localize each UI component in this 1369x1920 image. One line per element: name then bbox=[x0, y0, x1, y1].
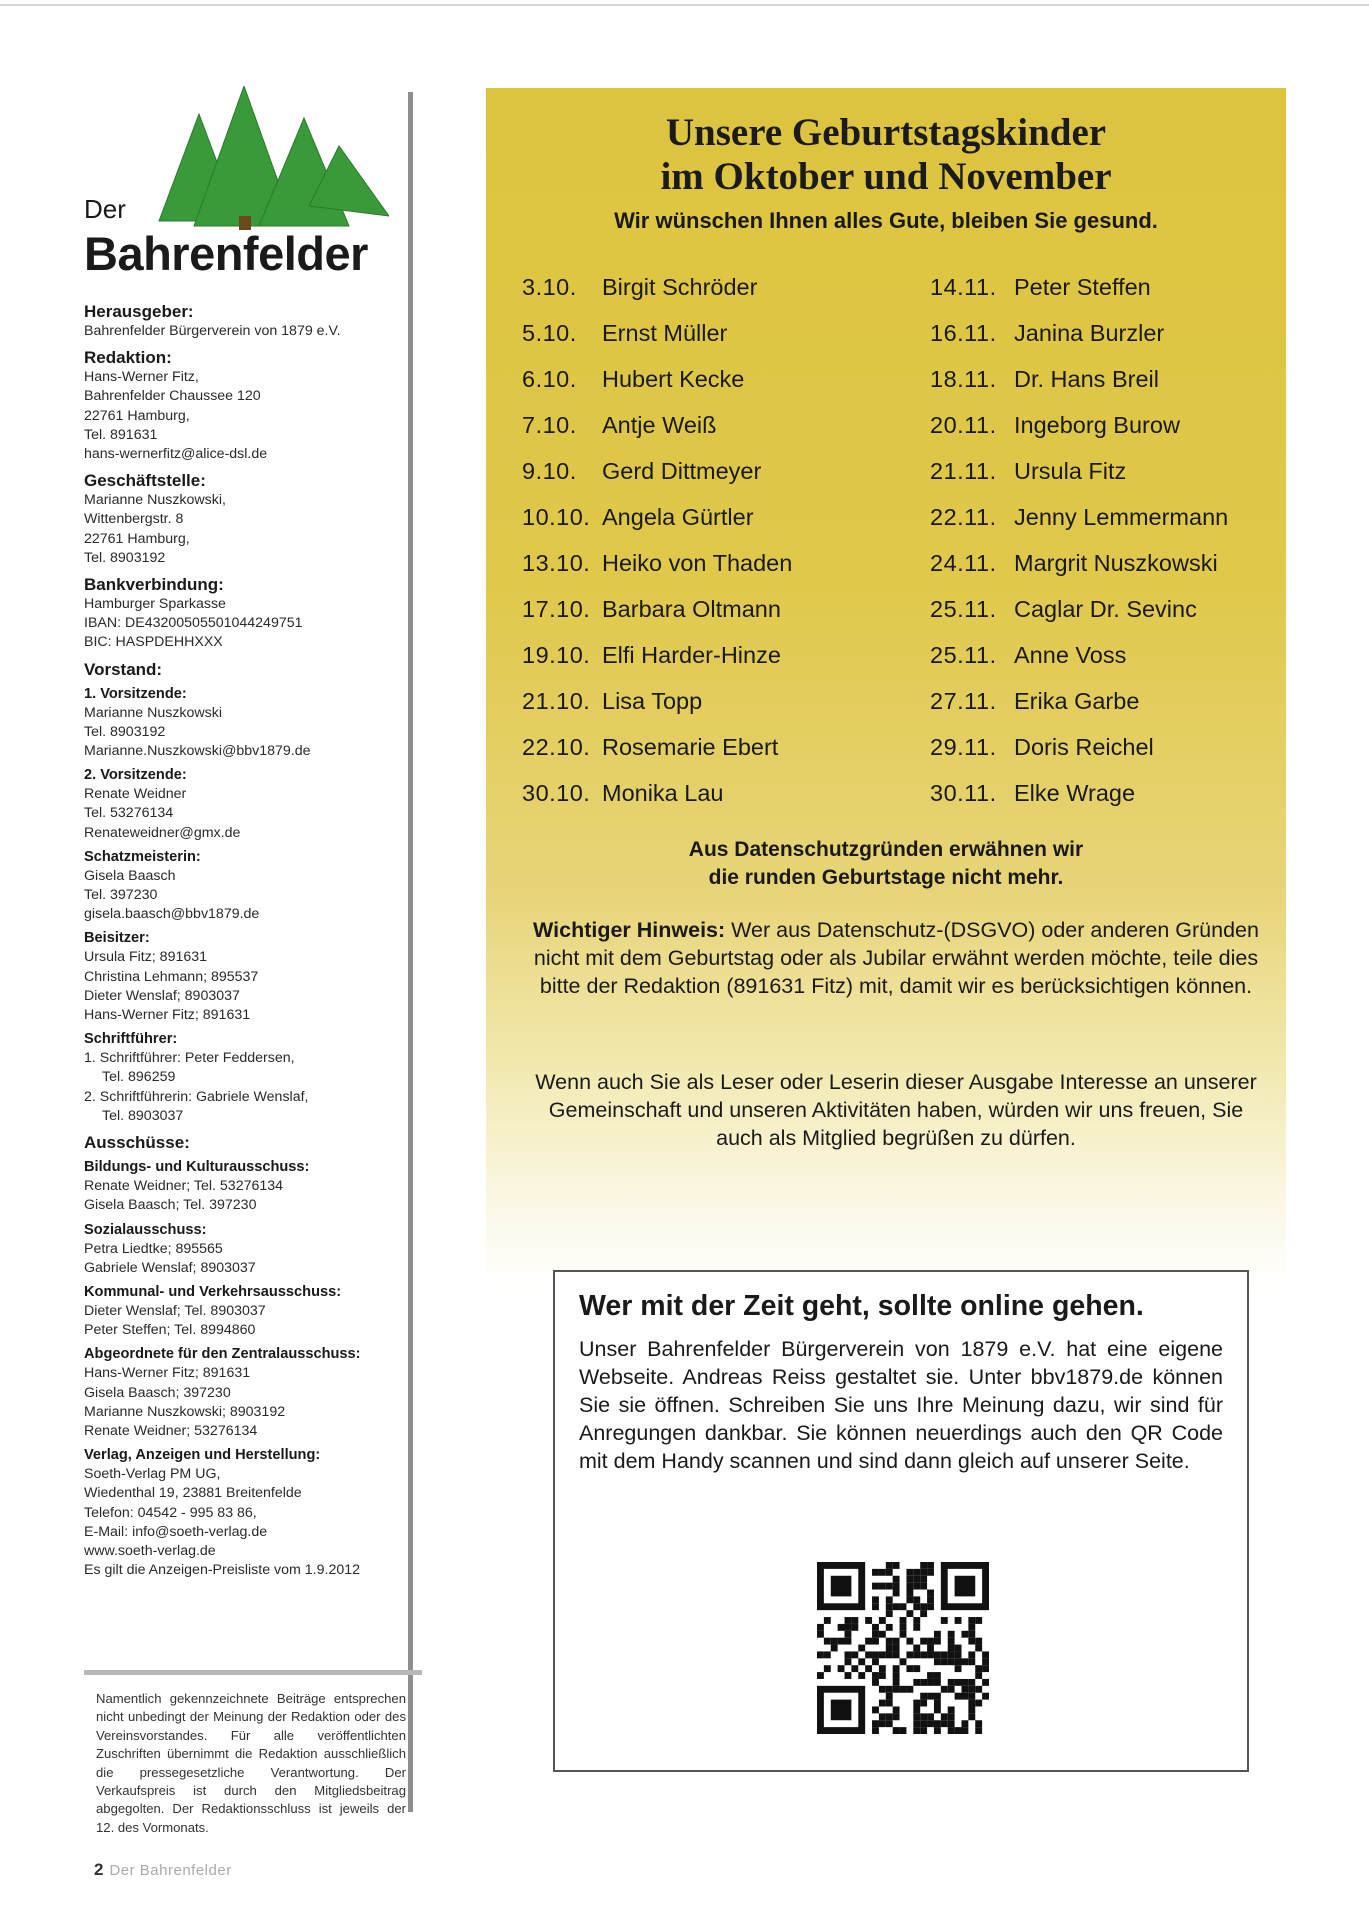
birthday-name: Hubert Kecke bbox=[602, 365, 745, 392]
vorstand-heading: Schriftführer: bbox=[84, 1031, 178, 1048]
birthday-name: Elke Wrage bbox=[1014, 779, 1136, 806]
committee-line: Gisela Baasch; Tel. 397230 bbox=[84, 1197, 257, 1214]
impressum-line: 22761 Hamburg, bbox=[84, 530, 190, 547]
online-text: Unser Bahrenfelder Bürgerverein von 1879 e.V. hat eine eigene Webseite. Andreas Reiss gestaltet sie. Unter bbv1879.de können Sie sie öffnen. Schreiben Sie uns Ihre Meinung dazu, wir sind für Anregungen dankbar. Sie können neuerdings auch den QR Code mit dem Handy scannen und sind dann gleich auf unserer Seite. bbox=[579, 1337, 1223, 1473]
committee-line: Dieter Wenslaf; Tel. 8903037 bbox=[84, 1302, 266, 1319]
birthday-name: Antje Weiß bbox=[602, 411, 717, 438]
privacy-line1: Aus Datenschutzgründen erwähnen wir bbox=[688, 838, 1084, 861]
birthday-name: Birgit Schröder bbox=[602, 273, 758, 300]
impressum-heading: Geschäftstelle: bbox=[84, 471, 206, 491]
privacy-line2: die runden Geburtstage nicht mehr. bbox=[708, 866, 1064, 889]
birthday-row bbox=[522, 770, 792, 816]
vorstand-heading: Beisitzer: bbox=[84, 930, 150, 947]
birthday-name: Caglar Dr. Sevinc bbox=[1014, 595, 1197, 622]
birthday-row bbox=[930, 494, 1228, 540]
committee-heading: Verlag, Anzeigen und Herstellung: bbox=[84, 1447, 321, 1464]
committee-line: Renate Weidner; Tel. 53276134 bbox=[84, 1178, 284, 1195]
hint-text: Wer aus Datenschutz-(DSGVO) oder anderen Gründen nicht mit dem Geburtstag oder als Jubilar erwähnt werden möchte, teile dies bitte der Redaktion (891631 Fitz) mit, damit wir es berücksichtigen können. bbox=[533, 918, 1259, 998]
impressum-line: Hamburger Sparkasse bbox=[84, 596, 226, 613]
vorstand-line: Dieter Wenslaf; 8903037 bbox=[84, 987, 240, 1004]
vorstand-line: 2. Schriftführerin: Gabriele Wenslaf, bbox=[84, 1088, 309, 1105]
vorstand-heading: 1. Vorsitzende: bbox=[84, 685, 187, 702]
birthday-row bbox=[930, 402, 1228, 448]
committee-line: E-Mail: info@soeth-verlag.de bbox=[84, 1523, 268, 1540]
logo bbox=[84, 86, 404, 286]
birthday-name: Lisa Topp bbox=[602, 687, 703, 714]
top-border-line bbox=[0, 4, 1369, 6]
disclaimer-divider bbox=[84, 1670, 422, 1675]
masthead-title: Bahrenfelder bbox=[84, 227, 368, 280]
birthday-row bbox=[930, 632, 1228, 678]
impressum-heading: Bankverbindung: bbox=[84, 575, 224, 595]
impressum-heading: Herausgeber: bbox=[84, 302, 194, 321]
birthday-row bbox=[930, 678, 1228, 724]
birthday-row bbox=[522, 264, 792, 310]
birthday-wish: Wir wünschen Ihnen alles Gute, bleiben Sie gesund. bbox=[614, 208, 1158, 233]
birthday-name: Angela Gürtler bbox=[602, 503, 754, 530]
committee-line: www.soeth-verlag.de bbox=[84, 1542, 216, 1559]
membership-invite: Wenn auch Sie als Leser oder Leserin dieser Ausgabe Interesse an unserer Gemeinschaft und unseren Aktivitäten haben, würden wir uns freuen, Sie auch als Mitglied begrüßen zu dürfen. bbox=[535, 1070, 1257, 1150]
birthday-date: 16.11. bbox=[930, 319, 997, 346]
birthday-row bbox=[522, 310, 792, 356]
vorstand-line: Hans-Werner Fitz; 891631 bbox=[84, 1007, 251, 1024]
birthday-date: 27.11. bbox=[930, 687, 997, 714]
birthday-name: Gerd Dittmeyer bbox=[602, 457, 762, 484]
birthday-date: 6.10. bbox=[522, 365, 577, 392]
impressum-line: Tel. 891631 bbox=[84, 426, 158, 443]
vorstand-line: gisela.baasch@bbv1879.de bbox=[84, 906, 260, 923]
important-hint bbox=[526, 916, 1266, 1000]
birthday-name: Janina Burzler bbox=[1014, 319, 1165, 346]
committee-line: Es gilt die Anzeigen-Preisliste vom 1.9.2012 bbox=[84, 1562, 361, 1579]
impressum-heading: Redaktion: bbox=[84, 348, 172, 368]
committee-line: Wiedenthal 19, 23881 Breitenfelde bbox=[84, 1485, 302, 1502]
birthday-date: 3.10. bbox=[522, 273, 577, 300]
birthday-row bbox=[930, 770, 1228, 816]
impressum-line: Bahrenfelder Chaussee 120 bbox=[84, 388, 261, 405]
committee-heading: Bildungs- und Kulturausschuss: bbox=[84, 1159, 310, 1176]
birthday-date: 5.10. bbox=[522, 319, 577, 346]
trees-icon bbox=[139, 86, 389, 236]
committee-line: Gabriele Wenslaf; 8903037 bbox=[84, 1259, 256, 1276]
committee-heading: Sozialausschuss: bbox=[84, 1221, 207, 1238]
birthday-name: Rosemarie Ebert bbox=[602, 733, 779, 760]
birthday-date: 7.10. bbox=[522, 411, 577, 438]
vorstand-heading: 2. Vorsitzende: bbox=[84, 767, 187, 784]
birthday-name: Jenny Lemmermann bbox=[1014, 503, 1229, 530]
birthday-name: Ingeborg Burow bbox=[1014, 411, 1180, 438]
page-number: 2 bbox=[94, 1860, 104, 1879]
vorstand-line: Christina Lehmann; 895537 bbox=[84, 968, 259, 985]
birthday-row bbox=[522, 494, 792, 540]
birthday-name: Peter Steffen bbox=[1014, 273, 1151, 300]
birthday-name: Ernst Müller bbox=[602, 319, 728, 346]
committee-line: Renate Weidner; 53276134 bbox=[84, 1422, 258, 1439]
committee-line: Hans-Werner Fitz; 891631 bbox=[84, 1365, 251, 1382]
impressum-line: Wittenbergstr. 8 bbox=[84, 511, 184, 528]
birthday-name: Margrit Nuszkowski bbox=[1014, 549, 1218, 576]
committee-heading: Kommunal- und Verkehrsausschuss: bbox=[84, 1283, 342, 1300]
masthead-der: Der bbox=[84, 194, 126, 224]
impressum-line: hans-wernerfitz@alice-dsl.de bbox=[84, 446, 268, 463]
footer-title: Der Bahrenfelder bbox=[109, 1862, 232, 1879]
birthday-row bbox=[930, 540, 1228, 586]
hint-label: Wichtiger Hinweis: bbox=[533, 918, 726, 942]
birthday-title-line1: Unsere Geburtstagskinder bbox=[665, 111, 1107, 154]
birthday-row bbox=[930, 264, 1228, 310]
committee-line: Soeth-Verlag PM UG, bbox=[84, 1466, 221, 1483]
ausschuesse-heading: Ausschüsse: bbox=[84, 1133, 190, 1153]
birthday-name: Elfi Harder-Hinze bbox=[602, 641, 781, 668]
november-list bbox=[930, 264, 1228, 816]
qr-code-icon[interactable] bbox=[817, 1562, 989, 1734]
birthday-row bbox=[930, 724, 1228, 770]
impressum-line: IBAN: DE43200505501044249751 bbox=[84, 615, 303, 632]
vorstand-heading: Schatzmeisterin: bbox=[84, 848, 201, 865]
vorstand-line: Tel. 8903192 bbox=[84, 723, 166, 740]
impressum-heading: Vorstand: bbox=[84, 659, 163, 679]
birthday-date: 22.11. bbox=[930, 503, 997, 530]
vorstand-line: Marianne Nuszkowski bbox=[84, 704, 222, 721]
masthead bbox=[84, 86, 404, 286]
birthday-row bbox=[522, 586, 792, 632]
committee-line: Peter Steffen; Tel. 8994860 bbox=[84, 1322, 256, 1339]
birthday-row bbox=[522, 356, 792, 402]
committee-line: Marianne Nuszkowski; 8903192 bbox=[84, 1403, 286, 1420]
vorstand-line: Tel. 53276134 bbox=[84, 805, 174, 822]
birthday-date: 10.10. bbox=[522, 503, 591, 530]
birthday-date: 24.11. bbox=[930, 549, 997, 576]
vorstand-line: Renate Weidner bbox=[84, 786, 187, 803]
birthday-name: Ursula Fitz bbox=[1014, 457, 1127, 484]
vorstand-line: 1. Schriftführer: Peter Feddersen, bbox=[84, 1050, 295, 1067]
disclaimer: Namentlich gekennzeichnete Beiträge entsprechen nicht unbedingt der Meinung der Redaktion oder des Vereinsvorstandes. Für alle veröffentlichten Zuschriften übernimmt die Redaktion ausschließlich die pressegesetzliche Verantwortung. Der Verkaufspreis ist durch den Mitgliedsbeitrag abgegolten. Der Redaktionsschluss ist jeweils der 12. des Vormonats. bbox=[96, 1691, 406, 1835]
birthday-date: 21.10. bbox=[522, 687, 591, 714]
birthday-date: 25.11. bbox=[930, 595, 997, 622]
vorstand-line: Marianne.Nuszkowski@bbv1879.de bbox=[84, 743, 311, 760]
vorstand-line: Tel. 8903037 bbox=[102, 1107, 184, 1124]
birthday-date: 13.10. bbox=[522, 549, 591, 576]
birthday-name: Dr. Hans Breil bbox=[1014, 365, 1159, 392]
birthday-row bbox=[522, 678, 792, 724]
impressum-line: Tel. 8903192 bbox=[84, 549, 166, 566]
birthday-name: Barbara Oltmann bbox=[602, 595, 781, 622]
birthday-date: 22.10. bbox=[522, 733, 591, 760]
committee-line: Telefon: 04542 - 995 83 86, bbox=[84, 1504, 257, 1521]
birthday-date: 14.11. bbox=[930, 273, 997, 300]
impressum-line: Bahrenfelder Bürgerverein von 1879 e.V. bbox=[84, 323, 341, 339]
birthday-row bbox=[930, 448, 1228, 494]
impressum-line: Marianne Nuszkowski, bbox=[84, 492, 226, 509]
birthday-date: 25.11. bbox=[930, 641, 997, 668]
birthday-row bbox=[522, 632, 792, 678]
birthday-row bbox=[930, 586, 1228, 632]
birthday-name: Heiko von Thaden bbox=[602, 549, 793, 576]
vorstand-line: Tel. 896259 bbox=[102, 1069, 176, 1086]
vorstand-line: Ursula Fitz; 891631 bbox=[84, 949, 208, 966]
online-box bbox=[553, 1270, 1249, 1772]
birthday-date: 19.10. bbox=[522, 641, 591, 668]
committee-line: Petra Liedtke; 895565 bbox=[84, 1240, 223, 1257]
october-list bbox=[522, 264, 792, 816]
committee-line: Gisela Baasch; 397230 bbox=[84, 1384, 231, 1401]
vorstand-line: Gisela Baasch bbox=[84, 867, 176, 884]
impressum-line: BIC: HASPDEHHXXX bbox=[84, 634, 223, 651]
vorstand-line: Renateweidner@gmx.de bbox=[84, 824, 241, 841]
birthday-row bbox=[522, 540, 792, 586]
column-divider bbox=[408, 92, 413, 1812]
birthday-name: Doris Reichel bbox=[1014, 733, 1154, 760]
online-heading: Wer mit der Zeit geht, sollte online gehen. bbox=[579, 1290, 1144, 1322]
committee-heading: Abgeordnete für den Zentralausschuss: bbox=[84, 1346, 361, 1363]
birthday-date: 20.11. bbox=[930, 411, 997, 438]
vorstand-line: Tel. 397230 bbox=[84, 887, 158, 904]
impressum-line: Hans-Werner Fitz, bbox=[84, 369, 199, 386]
impressum-line: 22761 Hamburg, bbox=[84, 407, 190, 424]
birthday-name: Erika Garbe bbox=[1014, 687, 1140, 714]
page-footer bbox=[94, 1860, 232, 1880]
birthday-name: Monika Lau bbox=[602, 779, 724, 806]
birthday-name: Anne Voss bbox=[1014, 641, 1127, 668]
birthday-date: 30.10. bbox=[522, 779, 591, 806]
birthday-row bbox=[522, 724, 792, 770]
impressum bbox=[84, 302, 404, 1580]
birthday-title-line2: im Oktober und November bbox=[660, 155, 1112, 198]
birthday-date: 18.11. bbox=[930, 365, 997, 392]
birthday-row bbox=[522, 448, 792, 494]
privacy-note bbox=[486, 836, 1286, 892]
birthday-date: 29.11. bbox=[930, 733, 997, 760]
birthday-row bbox=[930, 356, 1228, 402]
birthday-date: 17.10. bbox=[522, 595, 591, 622]
birthday-date: 9.10. bbox=[522, 457, 577, 484]
birthday-date: 30.11. bbox=[930, 779, 997, 806]
birthday-row bbox=[522, 402, 792, 448]
birthday-date: 21.11. bbox=[930, 457, 997, 484]
birthday-row bbox=[930, 310, 1228, 356]
